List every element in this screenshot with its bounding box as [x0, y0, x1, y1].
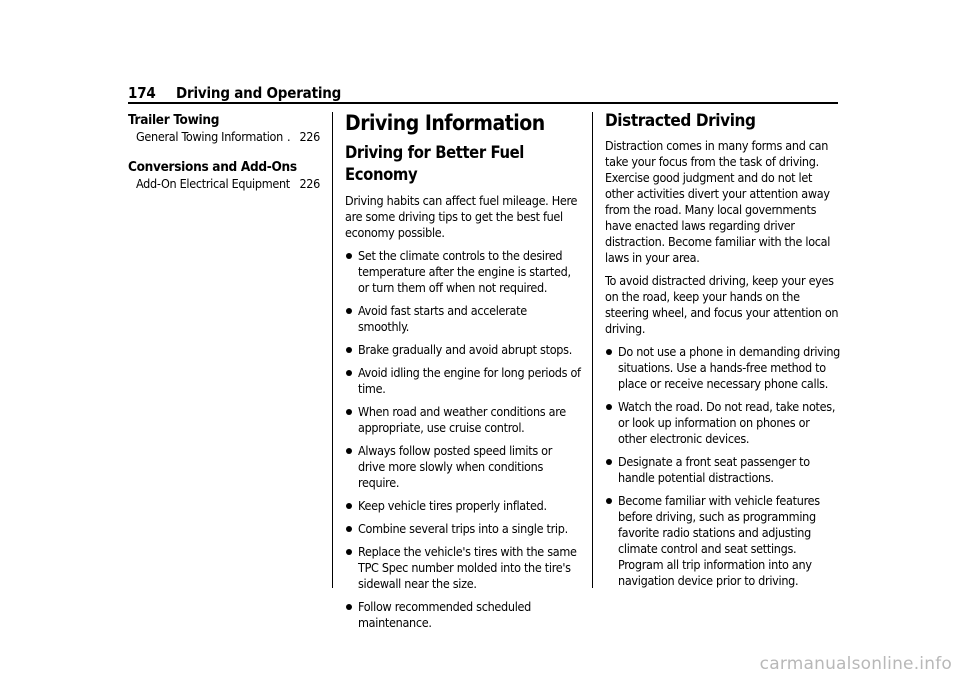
page-header: [128, 84, 838, 102]
toc-heading-trailer-towing: Trailer Towing: [128, 112, 220, 128]
bullet-icon: [606, 498, 612, 504]
bullet-icon: [346, 549, 352, 555]
list-item: [345, 521, 581, 537]
list-item: [345, 365, 581, 397]
column-divider: [592, 112, 593, 588]
bullet-icon: [346, 448, 352, 454]
toc-dot-leader: [287, 129, 295, 145]
list-item-text: Watch the road. Do not read, take notes, or look up information on phones or other electronic devices.: [618, 399, 836, 446]
bullet-icon: [346, 409, 352, 415]
toc-entry-page: 226: [299, 176, 320, 191]
list-item: [345, 544, 581, 592]
column-divider: [332, 112, 333, 588]
paragraph: To avoid distracted driving, keep your eyes on the road, keep your hands on the steering wheel, and focus your attention on driving.: [605, 273, 839, 336]
toc-dot-leader: [294, 176, 296, 192]
list-item: [345, 498, 581, 514]
list-item-text: Brake gradually and avoid abrupt stops.: [358, 342, 572, 357]
bullet-icon: [346, 526, 352, 532]
bullet-icon: [346, 253, 352, 259]
toc-entry-label: General Towing Information: [136, 129, 283, 144]
bullet-icon: [346, 308, 352, 314]
list-item-text: Avoid idling the engine for long periods of time.: [358, 365, 581, 396]
list-item: [345, 599, 581, 631]
distracted-driving-column: [605, 110, 841, 596]
toc-entry-page: 226: [299, 129, 320, 144]
list-item: [605, 454, 841, 486]
fuel-economy-column: [345, 110, 581, 638]
list-item-text: Combine several trips into a single trip.: [358, 521, 568, 536]
list-item: [345, 303, 581, 335]
list-item-text: Set the climate controls to the desired temperature after the engine is started, or turn them off when not required.: [358, 248, 571, 295]
bullet-icon: [346, 503, 352, 509]
toc-column: [128, 112, 320, 192]
paragraph: Distraction comes in many forms and can take your focus from the task of driving. Exercise good judgment and do not let other activities divert your attention away from the road. Many local governments have enacted laws regarding driver distraction. Become familiar with the local laws in your area.: [605, 138, 831, 265]
list-item-text: Designate a front seat passenger to handle potential distractions.: [618, 454, 810, 485]
list-item: [605, 399, 841, 447]
list-item: [605, 493, 841, 589]
toc-entry-general-towing[interactable]: [136, 129, 320, 145]
distraction-tips-list: [605, 344, 841, 589]
list-item-text: Always follow posted speed limits or drive more slowly when conditions require.: [358, 443, 553, 490]
list-item-text: When road and weather conditions are appropriate, use cruise control.: [358, 404, 566, 435]
bullet-icon: [606, 459, 612, 465]
bullet-icon: [606, 404, 612, 410]
list-item-text: Avoid fast starts and accelerate smoothly.: [358, 303, 527, 334]
header-rule: [128, 102, 838, 104]
list-item: [345, 443, 581, 491]
list-item: [345, 404, 581, 436]
section-heading: Distracted Driving: [605, 111, 756, 131]
intro-paragraph: Driving habits can affect fuel mileage. Here are some driving tips to get the best fuel economy possible.: [345, 193, 578, 240]
subsection-heading: Driving for Better Fuel Economy: [345, 143, 524, 184]
list-item-text: Become familiar with vehicle features before driving, such as programming favorite radio stations and adjusting climate control and seat settings. Program all trip information into any navigation device prior to driving.: [618, 493, 820, 588]
toc-entry-label: Add-On Electrical Equipment: [136, 176, 290, 191]
list-item: [605, 344, 841, 392]
list-item-text: Keep vehicle tires properly inflated.: [358, 498, 547, 513]
bullet-icon: [606, 349, 612, 355]
section-title: Driving and Operating: [176, 84, 342, 102]
bullet-icon: [346, 604, 352, 610]
list-item: [345, 248, 581, 296]
toc-entry-add-on-electrical[interactable]: [136, 176, 320, 192]
page-number: 174: [128, 84, 156, 102]
list-item-text: Follow recommended scheduled maintenance.: [358, 599, 532, 630]
list-item-text: Do not use a phone in demanding driving situations. Use a hands-free method to place or receive necessary phone calls.: [618, 344, 841, 391]
section-heading: Driving Information: [345, 111, 545, 135]
bullet-icon: [346, 370, 352, 376]
fuel-tips-list: [345, 248, 581, 631]
toc-heading-conversions: Conversions and Add-Ons: [128, 159, 297, 175]
list-item-text: Replace the vehicle's tires with the same TPC Spec number molded into the tire's sidewall near the size.: [358, 544, 577, 591]
list-item: [345, 342, 581, 358]
watermark: carmanualsonline.info: [759, 654, 952, 674]
bullet-icon: [346, 347, 352, 353]
